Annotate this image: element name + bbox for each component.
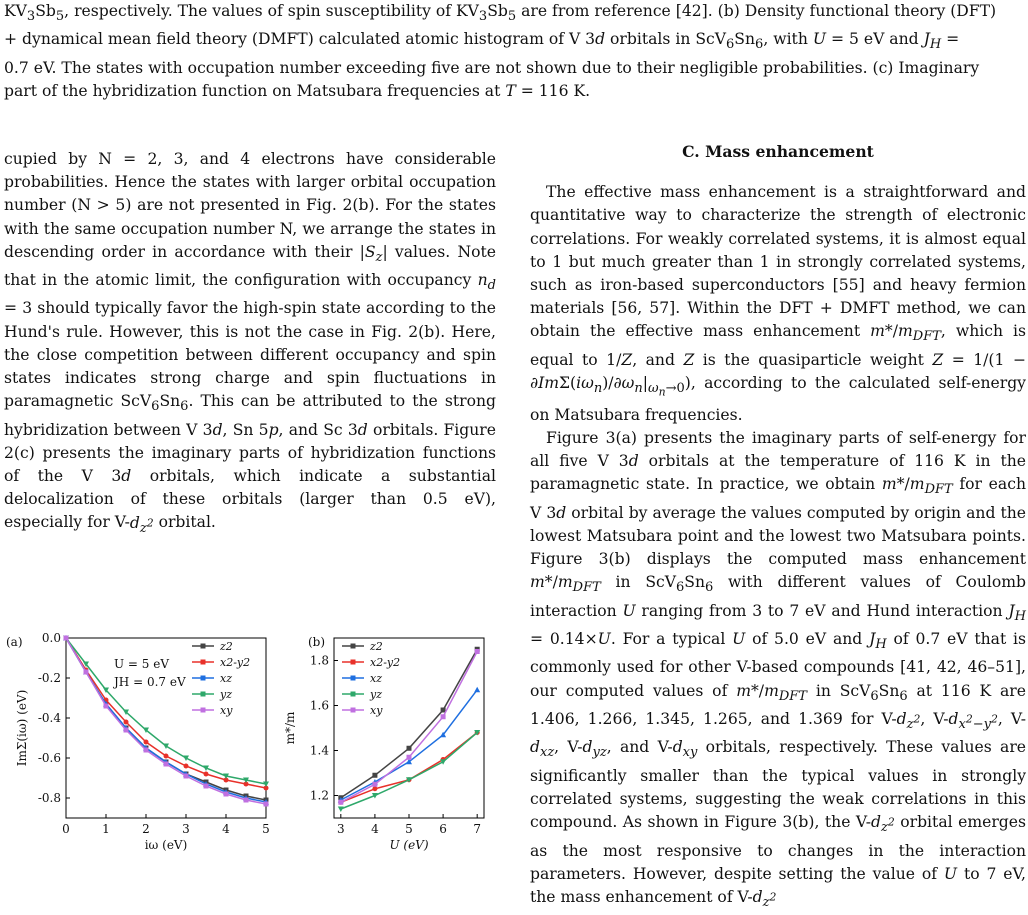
x-tick-label: 5: [405, 822, 413, 836]
figure-caption: [4, 0, 1024, 103]
data-point: [264, 802, 269, 807]
data-point: [164, 754, 169, 759]
legend-marker: [351, 676, 356, 681]
data-point: [441, 714, 446, 719]
legend-label: xz: [220, 672, 232, 685]
y-tick-label: -0.2: [37, 671, 61, 685]
data-point: [104, 704, 109, 709]
data-point: [204, 772, 209, 777]
data-point: [84, 670, 89, 675]
data-point: [163, 744, 169, 750]
legend-marker: [201, 660, 206, 665]
legend-marker: [201, 708, 206, 713]
x-tick-label: 4: [222, 822, 230, 836]
caption-line: 0.7 eV. The states with occupation number exceeding five are not shown due to their negligible probabilities. (c) Imaginary: [4, 58, 980, 77]
y-tick-label: 1.4: [309, 743, 329, 758]
y-tick-label: -0.4: [37, 711, 61, 725]
legend-marker: [351, 692, 356, 697]
y-tick-label: 1.6: [309, 698, 329, 713]
annotation-u: U = 5 eV: [114, 657, 170, 671]
data-point: [338, 800, 343, 805]
right-column: [530, 124, 1026, 915]
left-paragraph: cupied by N = 2, 3, and 4 electrons have considerable probabilities. Hence the states with larger orbital occupation number (N > 5) are not presented in Fig. 2(b). For the states with the same occupation number N, we arrange the states in descending order in accordance with their $|S_z|$ values. Note that in the atomic limit, the configuration with occupancy $n_d = 3$ should typically favor the high-spin state according to the Hund's rule. However, this is not the case in Fig. 2(b). Here, the close competition between different occupancy and spin states indicates strong charge and spin fluctuations in paramagnetic $ScV_6Sn_6$. This can be attributed to the strong hybridization between V 3d, Sn 5p, and Sc 3d orbitals. Figure 2(c) presents the imaginary parts of hybridization functions of the V 3d orbitals, which indicate a substantial delocalization of these orbitals (larger than 0.5 eV), especially for $V-d_{z^2}$ orbital.: [4, 150, 496, 536]
legend-label: xy: [220, 704, 233, 717]
annotation-jh: JH = 0.7 eV: [114, 675, 186, 689]
x-tick-label: 2: [142, 822, 150, 836]
panel-label: (a): [6, 635, 23, 649]
x-axis-label: U (eV): [389, 838, 429, 852]
legend-marker: [351, 644, 356, 649]
right-paragraph-2: Figure 3(a) presents the imaginary parts of self-energy for all five V 3d orbitals at the temperature of 116 K in the paramagnetic state. In practice, we obtain $m*/m_{DFT}$ for each V 3d orbital by average the values computed by origin and the lowest Matsubara point and the lowest two Matsubara points. Figure 3(b) displays the computed mass enhancement $m*/m_{DFT}$ in $ScV_6Sn_6$ with different values of Coulomb interaction U ranging from 3 to 7 eV and Hund interaction $J_H = 0.14\times U$. For a typical U of 5.0 eV and $J_H$ of 0.7 eV that is commonly used for other V-based compounds [41, 42, 46–51], our computed values of $m*/m_{DFT}$ in $ScV_6Sn_6$ at 116 K are 1.406, 1.266, 1.345, 1.265, and 1.369 for $V-d_{z^2}$, $V-d_{x^2-y^2}$, $V-d_{xz}$, $V-d_{yz}$, and $V-d_{xy}$ orbitals, respectively. These values are significantly smaller than the typical values in strongly correlated systems, suggesting the weak correlations in this compound. As shown in Figure 3(b), the $V-d_{z^2}$ orbital emerges as the most responsive to changes in the interaction parameters. However, despite setting the value of U to 7 eV, the mass enhancement of $V-d_{z^2}$: [530, 429, 1027, 911]
legend-marker: [201, 644, 206, 649]
caption-line: $KV_3Sb_5$, respectively. The values of spin susceptibility of $KV_3Sb_5$ are from reference [42]. (b) Density functional theory (DFT): [4, 2, 997, 25]
data-point: [144, 740, 149, 745]
legend-marker: [201, 692, 206, 697]
data-point: [372, 782, 377, 787]
legend-label: xy: [370, 704, 383, 717]
y-axis-label: ImΣ(iω) (eV): [15, 689, 29, 767]
x-tick-label: 6: [439, 822, 447, 836]
series-line-yz: [341, 733, 477, 810]
figure-3: [4, 630, 504, 880]
data-point: [441, 708, 446, 713]
data-point: [440, 759, 446, 765]
section-heading: C. Mass enhancement: [682, 142, 874, 161]
data-point: [64, 636, 69, 641]
caption-line: + dynamical mean field theory (DMFT) calculated atomic histogram of V 3d orbitals in $ScV_6Sn_6$, with U = 5 eV and $J_H$ =: [4, 30, 960, 53]
legend-label: x2-y2: [370, 656, 401, 669]
legend-label: yz: [370, 688, 383, 701]
data-point: [124, 728, 129, 733]
legend-marker: [351, 708, 356, 713]
data-point: [184, 764, 189, 769]
y-tick-label: 1.2: [309, 788, 329, 803]
x-tick-label: 3: [182, 822, 190, 836]
x-tick-label: 7: [473, 822, 482, 836]
y-tick-label: -0.8: [37, 791, 61, 805]
left-column: [4, 148, 496, 540]
data-point: [407, 746, 412, 751]
series-line-z2: [341, 649, 477, 798]
x-tick-label: 4: [371, 822, 379, 836]
data-point: [475, 649, 480, 654]
figure-3-svg: [4, 630, 504, 880]
data-point: [407, 755, 412, 760]
legend-marker: [201, 676, 206, 681]
legend-label: xz: [370, 672, 382, 685]
legend-label: z2: [370, 640, 383, 653]
data-point: [244, 798, 249, 803]
data-point: [474, 687, 480, 693]
data-point: [224, 792, 229, 797]
data-point: [144, 748, 149, 753]
data-point: [184, 774, 189, 779]
panel-label: (b): [308, 635, 326, 649]
legend-label: z2: [220, 640, 233, 653]
x-tick-label: 0: [62, 822, 70, 836]
legend-label: yz: [220, 688, 233, 701]
legend-label: x2-y2: [220, 656, 251, 669]
y-axis-label: m*/m: [283, 711, 297, 745]
y-tick-label: 0.0: [41, 631, 61, 645]
y-tick-label: 1.8: [309, 653, 329, 668]
right-paragraph-1: The effective mass enhancement is a straightforward and quantitative way to characterize the strength of electronic correlations. For weakly correlated systems, it is almost equal to 1 but much greater than 1 in strongly correlated systems, such as iron-based superconductors [55] and heavy fermion materials [56, 57]. Within the DFT + DMFT method, we can obtain the effective mass enhancement $m*/m_{DFT}$, which is equal to 1/Z, and Z is the quasiparticle weight $Z = 1/(1 - \partial Im\Sigma(i\omega_n)/\partial\omega_n|_{\omega_n\to 0})$, according to the calculated self-energy on Matsubara frequencies.: [530, 183, 1026, 424]
x-tick-label: 1: [102, 822, 110, 836]
y-tick-label: -0.6: [37, 751, 61, 765]
data-point: [164, 762, 169, 767]
x-axis-label: iω (eV): [144, 838, 188, 852]
data-point: [124, 720, 129, 725]
data-point: [372, 773, 377, 778]
data-point: [204, 784, 209, 789]
x-tick-label: 3: [336, 822, 345, 836]
x-tick-label: 5: [262, 822, 270, 836]
caption-line: part of the hybridization function on Matsubara frequencies at T = 116 K.: [4, 81, 591, 100]
data-point: [372, 786, 377, 791]
legend-marker: [351, 660, 356, 665]
data-point: [338, 807, 344, 813]
